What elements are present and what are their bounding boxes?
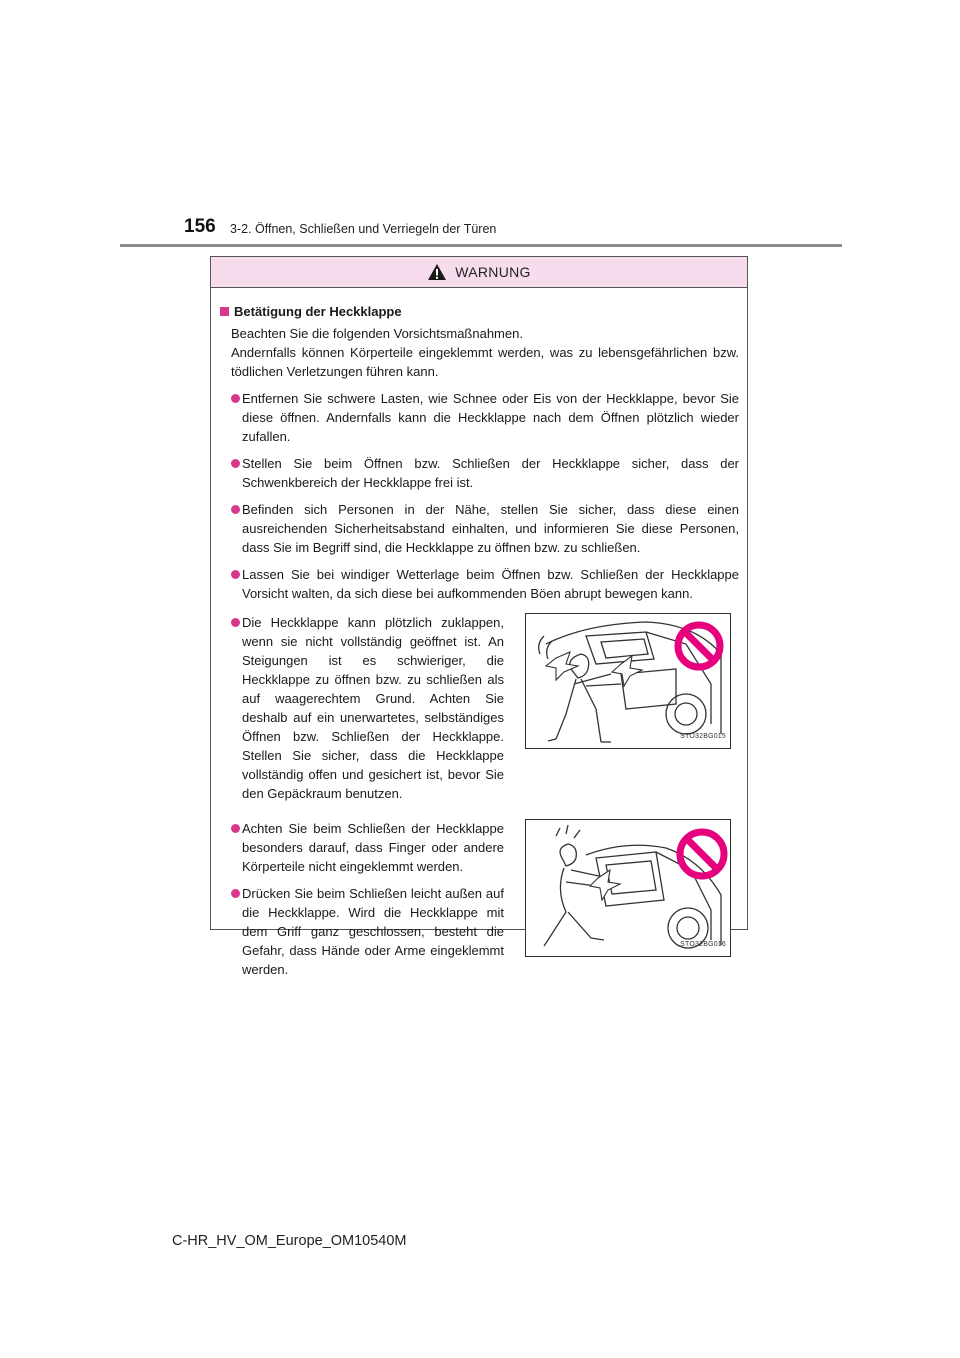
illustrated-text-1: [220, 613, 504, 811]
round-bullet-icon: [231, 394, 240, 403]
round-bullet-icon: [231, 459, 240, 468]
illustrated-text-2: [220, 819, 504, 987]
round-bullet-icon: [231, 824, 240, 833]
warning-box: [210, 256, 748, 977]
warning-heading-text: Betätigung der Heckklappe: [234, 304, 402, 319]
square-bullet-icon: [220, 307, 229, 316]
bullet-text: Stellen Sie beim Öffnen bzw. Schließen der Heckklappe sicher, dass der Schwenkbereich der Heckklappe frei ist.: [242, 456, 739, 490]
page-number: 156: [184, 216, 216, 237]
bullet-text: Lassen Sie bei windiger Wetterlage beim Öffnen bzw. Schließen der Heckklappe Vorsicht walten, da sich diese bei aufkommenden Böen abrupt bewegen kann.: [242, 567, 739, 601]
warning-title: WARNUNG: [455, 264, 531, 280]
round-bullet-icon: [231, 889, 240, 898]
illustration-tailgate-sudden-close: [525, 613, 731, 749]
warning-bullet: [220, 389, 739, 446]
illustration-code: STO32BG016: [680, 941, 726, 948]
illustrated-section-1: [220, 613, 739, 811]
warning-intro: [231, 324, 739, 381]
warning-heading: [220, 302, 739, 321]
warning-header: [211, 257, 747, 288]
warning-bullet: [220, 565, 739, 603]
warning-bullet: [220, 819, 504, 876]
bullet-text: Drücken Sie beim Schließen leicht außen auf die Heckklappe. Wird die Heckklappe mit dem Griff ganz geschlossen, besteht die Gefahr, dass Hände oder Arme eingeklemmt werden.: [242, 886, 504, 977]
warning-bullet: [220, 500, 739, 557]
warning-content: [211, 288, 747, 987]
section-title: 3-2. Öffnen, Schließen und Verriegeln der Türen: [230, 222, 497, 236]
header-divider: [120, 244, 842, 247]
round-bullet-icon: [231, 618, 240, 627]
bullet-text: Entfernen Sie schwere Lasten, wie Schnee oder Eis von der Heckklappe, bevor Sie diese öffnen. Andernfalls kann die Heckklappe nach dem Öffnen plötzlich wieder zufallen.: [242, 391, 739, 444]
illustration-tailgate-pinch: [525, 819, 731, 957]
round-bullet-icon: [231, 570, 240, 579]
illustrated-section-2: [220, 819, 739, 987]
warning-bullet: [220, 454, 739, 492]
warning-triangle-icon: [427, 263, 447, 281]
bullet-text: Achten Sie beim Schließen der Heckklappe besonders darauf, dass Finger oder andere Körperteile nicht eingeklemmt werden.: [242, 821, 504, 874]
round-bullet-icon: [231, 505, 240, 514]
bullet-text: Befinden sich Personen in der Nähe, stellen Sie sicher, dass diese einen ausreichenden Sicherheitsabstand einhalten, und informieren Sie diese Personen, dass Sie im Begriff sind, die Heckklappe zu öffnen bzw. zu schließen.: [242, 502, 739, 555]
intro-line: Andernfalls können Körperteile eingeklemmt werden, was zu lebensgefährlichen bzw. tödlichen Verletzungen führen kann.: [231, 345, 739, 379]
illustration-code: STO32BG015: [680, 733, 726, 740]
intro-line: Beachten Sie die folgenden Vorsichtsmaßnahmen.: [231, 326, 523, 341]
bullet-text: Die Heckklappe kann plötzlich zuklappen, wenn sie nicht vollständig geöffnet ist. An Steigungen ist es schwieriger, die Heckklappe zu öffnen bzw. zu schließen als auf waagerechtem Grund. Achten Sie deshalb auf ein unerwartetes, selbständiges Öffnen bzw. Schließen der Heckklappe. Stellen Sie sicher, dass die Heckklappe vollständig offen und gesichert ist, bevor Sie den Gepäckraum benutzen.: [242, 615, 504, 801]
warning-bullet: [220, 613, 504, 803]
warning-bullet: [220, 884, 504, 979]
document-id: C-HR_HV_OM_Europe_OM10540M: [172, 1233, 407, 1249]
